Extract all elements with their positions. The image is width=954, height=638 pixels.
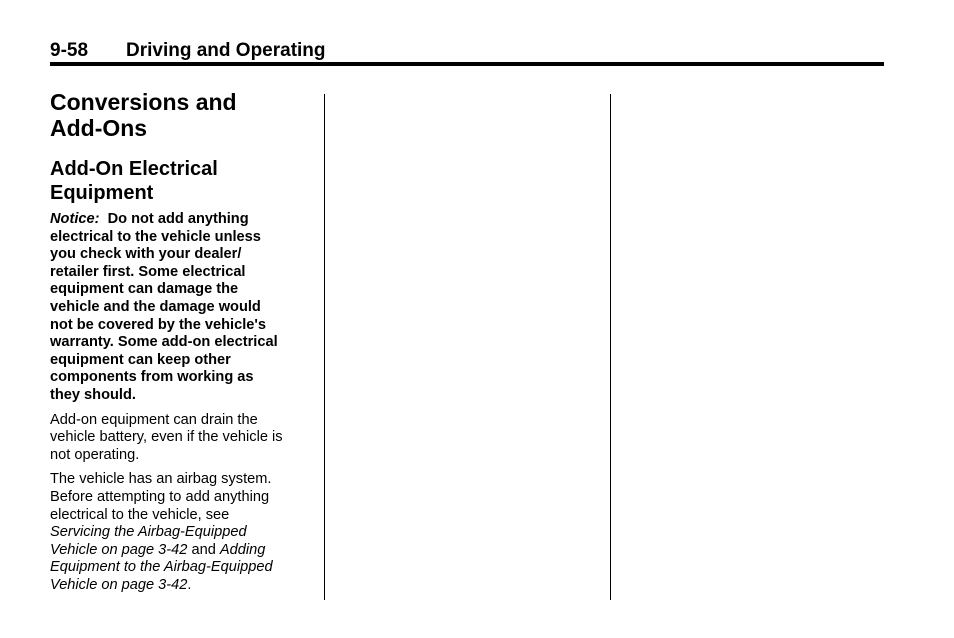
notice-line: not be covered by the vehicle's <box>50 316 266 333</box>
servicing-airbag-reference[interactable]: Servicing the Airbag-Equipped Vehicle on page 3-42 <box>50 524 247 558</box>
left-column <box>50 89 312 594</box>
adding-equipment-reference[interactable]: Adding Equipment to the Airbag-Equipped Vehicle on page 3-42 <box>50 541 273 593</box>
section-name: Driving and Operating <box>126 40 326 61</box>
battery-paragraph <box>50 412 312 465</box>
notice-line: equipment can keep other <box>50 351 231 368</box>
notice-line: Do not add anything <box>107 211 249 227</box>
notice-line: equipment can damage the <box>50 281 239 298</box>
paragraph-connector: and <box>187 541 220 558</box>
notice-paragraph <box>50 211 312 405</box>
chapter-title <box>50 89 312 141</box>
airbag-paragraph <box>50 471 312 594</box>
paragraph-line: not operating. <box>50 446 140 463</box>
notice-line: you check with your dealer/ <box>50 246 242 263</box>
notice-line: retailer first. Some electrical <box>50 263 246 280</box>
paragraph-line: electrical to the vehicle, see <box>50 506 230 523</box>
paragraph-line: Before attempting to add anything <box>50 488 270 505</box>
section-title-line: Add-On Electrical <box>50 158 218 180</box>
column-divider-right <box>610 94 611 600</box>
paragraph-end: . <box>187 576 192 593</box>
page-header <box>50 39 884 63</box>
notice-line: they should. <box>50 386 136 403</box>
paragraph-line: Add-on equipment can drain the <box>50 411 258 428</box>
paragraph-line: vehicle battery, even if the vehicle is <box>50 429 283 446</box>
page-number: 9-58 <box>50 40 89 61</box>
chapter-title-line: Add-Ons <box>50 115 148 141</box>
chapter-title-line: Conversions and <box>50 89 237 115</box>
notice-line: components from working as <box>50 369 254 386</box>
notice-line: vehicle and the damage would <box>50 298 261 315</box>
column-divider-left <box>324 94 325 600</box>
section-title <box>50 157 312 205</box>
notice-label: Notice: <box>50 211 100 227</box>
notice-line: electrical to the vehicle unless <box>50 228 261 245</box>
notice-line: warranty. Some add-on electrical <box>50 334 278 351</box>
section-title-line: Equipment <box>50 182 154 204</box>
header-rule <box>50 62 884 66</box>
paragraph-line: The vehicle has an airbag system. <box>50 471 272 488</box>
